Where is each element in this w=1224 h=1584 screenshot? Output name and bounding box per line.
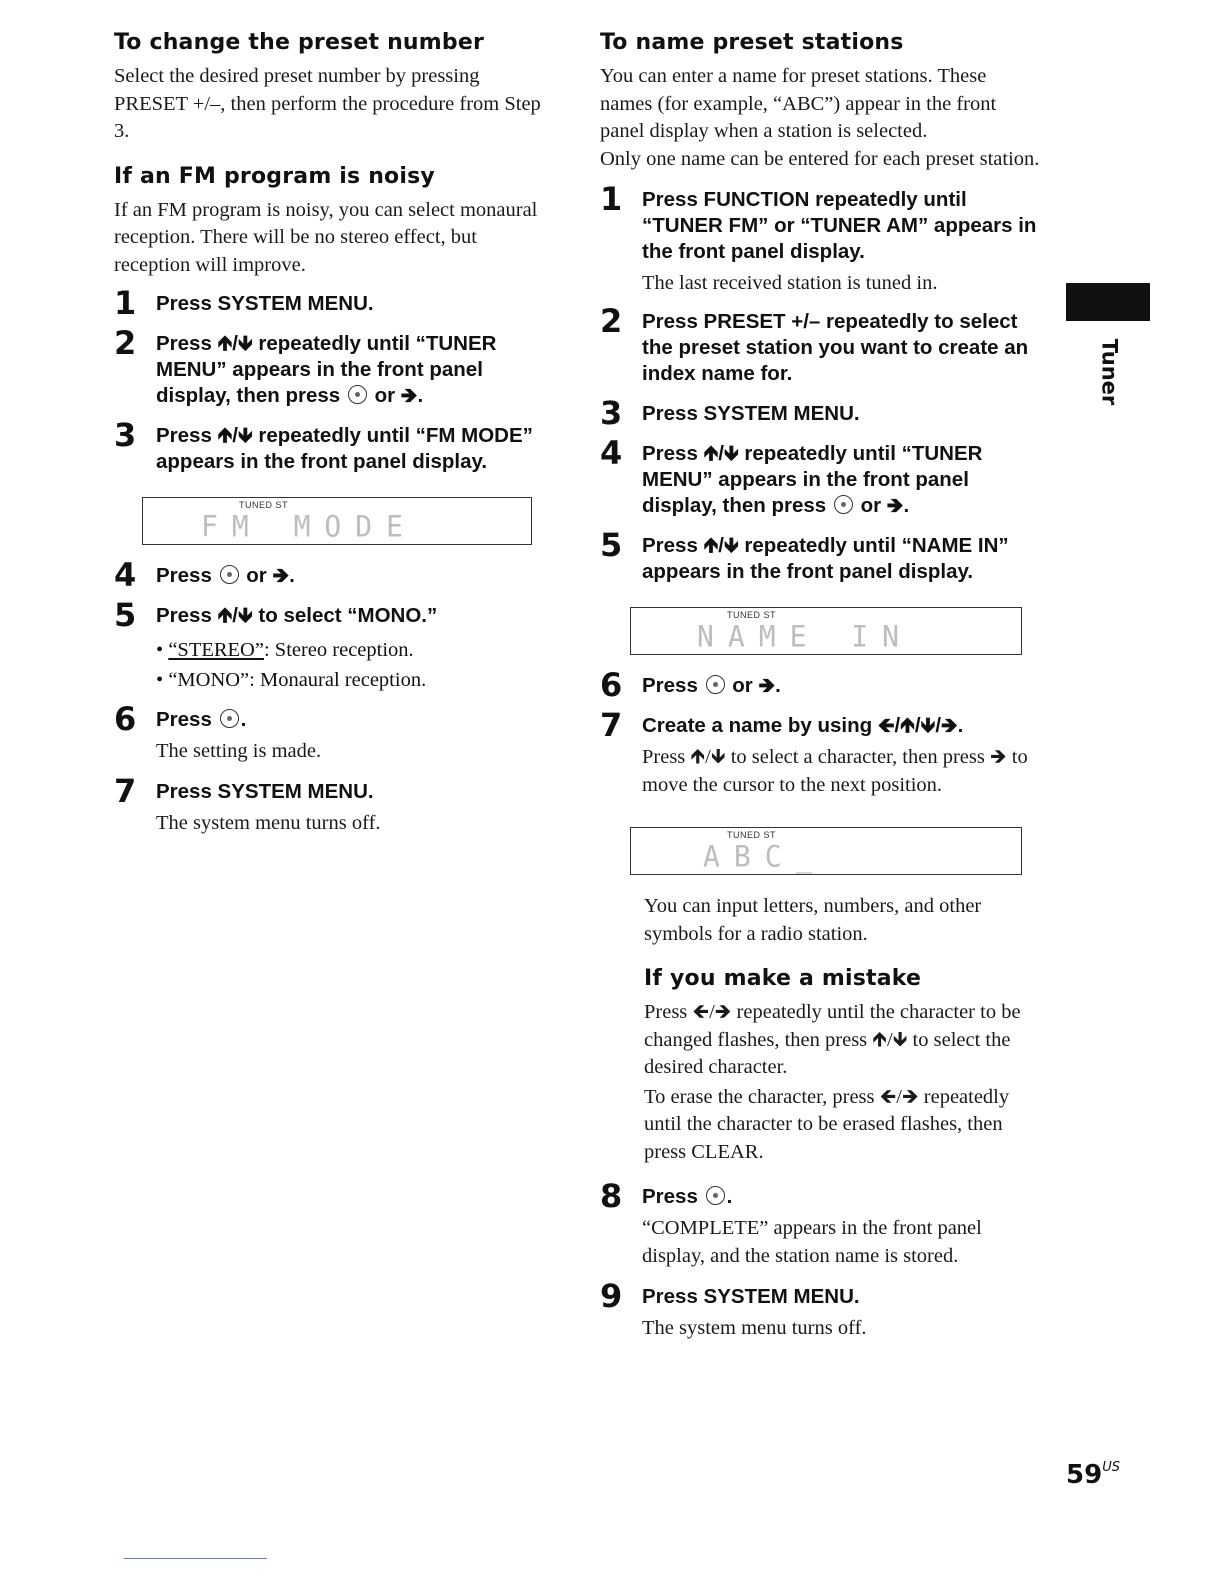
- step-number: 5: [600, 526, 623, 564]
- up-down-arrows-icon: 🡹/🡻: [703, 534, 739, 557]
- step-note: The system menu turns off.: [642, 1317, 867, 1339]
- up-down-arrows-icon: 🡹/🡻: [690, 746, 726, 768]
- front-panel-display-abc: [630, 827, 1022, 875]
- step-number: 3: [114, 416, 137, 454]
- step-instruction: Press SYSTEM MENU.: [642, 402, 860, 425]
- step-number: 3: [600, 394, 623, 432]
- front-panel-display-fm-mode: [142, 497, 532, 545]
- step-instruction: Press 🡹/🡻 repeatedly until “TUNER MENU” appears in the front panel display, then press or 🡺.: [156, 332, 497, 407]
- left-right-arrows-icon: 🡸/🡺: [692, 1001, 732, 1023]
- front-panel-display-name-in: [630, 607, 1022, 655]
- left-step-6: [114, 700, 554, 765]
- name-preset-heading: To name preset stations: [600, 30, 904, 55]
- step-instruction: Press FUNCTION repeatedly until “TUNER FM” or “TUNER AM” appears in the front panel display.: [642, 188, 1037, 263]
- fm-noisy-body: If an FM program is noisy, you can select monaural reception. There will be no stereo effect, but reception will improve.: [114, 198, 538, 276]
- section-tab-marker: [1066, 283, 1150, 321]
- list-item: • “MONO”: Monaural reception.: [156, 669, 427, 691]
- preset-number-body: Select the desired preset number by pressing PRESET +/–, then perform the procedure from Step 3.: [114, 65, 541, 142]
- footer-rule: [124, 1558, 267, 1559]
- step-instruction: Press SYSTEM MENU.: [642, 1285, 860, 1308]
- step-instruction: Press .: [156, 708, 247, 731]
- mistake-body-1: Press 🡸/🡺 repeatedly until the character to be changed flashes, then press 🡹/🡻 to select the desired character.: [644, 1001, 1021, 1078]
- up-down-arrows-icon: 🡹/🡻: [217, 604, 253, 627]
- step-note: The last received station is tuned in.: [642, 272, 938, 294]
- right-arrow-icon: 🡺: [989, 746, 1007, 768]
- step-instruction: Press PRESET +/– repeatedly to select the preset station you want to create an index name for.: [642, 310, 1029, 385]
- display-indicators: TUNED ST: [727, 610, 776, 620]
- left-step-3: [114, 416, 554, 475]
- right-arrow-icon: 🡺: [272, 564, 290, 587]
- display-text: ABC_: [703, 839, 827, 874]
- mistake-heading: If you make a mistake: [644, 966, 922, 991]
- four-way-arrows-icon: 🡸/🡹/🡻/🡺: [877, 714, 958, 737]
- display-indicators: TUNED ST: [239, 500, 288, 510]
- right-step-4: [600, 434, 1040, 519]
- name-preset-body-2: Only one name can be entered for each preset station.: [600, 147, 1040, 170]
- step-number: 2: [114, 324, 137, 362]
- display-text: NAME IN: [697, 619, 914, 654]
- right-step-7: [600, 706, 1040, 799]
- input-note-text: You can input letters, numbers, and other symbols for a radio station.: [644, 895, 982, 945]
- left-step-4: [114, 556, 554, 594]
- display-text: FM MODE: [201, 509, 418, 544]
- enter-button-icon: [220, 709, 239, 728]
- step-instruction: Press or 🡺.: [156, 564, 295, 587]
- step-number: 7: [114, 772, 137, 810]
- step-number: 9: [600, 1277, 623, 1315]
- up-down-arrows-icon: 🡹/🡻: [872, 1028, 908, 1051]
- step-number: 4: [114, 556, 137, 594]
- right-step-6: [600, 666, 1040, 704]
- enter-button-icon: [834, 495, 853, 514]
- step-number: 4: [600, 434, 623, 472]
- left-right-arrows-icon: 🡸/🡺: [879, 1085, 919, 1108]
- step-number: 8: [600, 1177, 623, 1215]
- enter-button-icon: [348, 385, 367, 404]
- left-step-7: [114, 772, 554, 837]
- name-preset-body: You can enter a name for preset stations. These names (for example, “ABC”) appear in the front panel display when a station is selected.: [600, 65, 997, 142]
- up-down-arrows-icon: 🡹/🡻: [703, 442, 739, 465]
- right-step-9: [600, 1277, 1040, 1342]
- mode-options-list: [156, 635, 554, 695]
- step-number: 5: [114, 596, 137, 634]
- right-arrow-icon: 🡺: [886, 494, 904, 517]
- up-down-arrows-icon: 🡹/🡻: [217, 332, 253, 355]
- step-number: 7: [600, 706, 623, 744]
- right-step-3: [600, 394, 1040, 432]
- step-instruction: Press 🡹/🡻 repeatedly until “TUNER MENU” appears in the front panel display, then press or 🡺.: [642, 442, 983, 517]
- step-note: The system menu turns off.: [156, 812, 381, 834]
- step-note: “COMPLETE” appears in the front panel display, and the station name is stored.: [642, 1217, 982, 1267]
- page-number: $59^{US}$: [1066, 1460, 1120, 1490]
- step-instruction: Press SYSTEM MENU.: [156, 292, 374, 315]
- right-step-2: [600, 302, 1040, 387]
- step-instruction: Press SYSTEM MENU.: [156, 780, 374, 803]
- step-number: 1: [600, 180, 623, 218]
- step-instruction: Create a name by using 🡸/🡹/🡻/🡺.: [642, 714, 964, 737]
- input-note: [600, 893, 1040, 1166]
- right-arrow-icon: 🡺: [400, 384, 418, 407]
- left-step-5: [114, 596, 554, 695]
- step-instruction: Press 🡹/🡻 repeatedly until “NAME IN” appears in the front panel display.: [642, 534, 1009, 583]
- fm-noisy-heading: If an FM program is noisy: [114, 163, 435, 189]
- left-step-1: [114, 284, 554, 322]
- step-instruction: Press 🡹/🡻 repeatedly until “FM MODE” appears in the front panel display.: [156, 424, 533, 473]
- preset-number-heading: To change the preset number: [114, 30, 485, 55]
- mistake-body-2: To erase the character, press 🡸/🡺 repeatedly until the character to be erased flashes, then press CLEAR.: [644, 1085, 1010, 1163]
- step-number: 6: [114, 700, 137, 738]
- up-down-arrows-icon: 🡹/🡻: [217, 424, 253, 447]
- step-instruction: Press .: [642, 1185, 733, 1208]
- step-note: Press 🡹/🡻 to select a character, then press 🡺 to move the cursor to the next position.: [642, 746, 1028, 796]
- right-step-8: [600, 1177, 1040, 1270]
- display-indicators: TUNED ST: [727, 830, 776, 840]
- step-instruction: Press 🡹/🡻 to select “MONO.”: [156, 604, 438, 627]
- right-arrow-icon: 🡺: [758, 674, 776, 697]
- step-number: 6: [600, 666, 623, 704]
- left-column: [114, 30, 554, 837]
- right-step-5: [600, 526, 1040, 585]
- enter-button-icon: [706, 1186, 725, 1205]
- enter-button-icon: [220, 565, 239, 584]
- step-note: The setting is made.: [156, 740, 322, 762]
- step-instruction: Press or 🡺.: [642, 674, 781, 697]
- left-step-2: [114, 324, 554, 409]
- right-step-1: [600, 180, 1040, 297]
- section-tab-label: Tuner: [1097, 338, 1122, 406]
- right-column: [600, 30, 1040, 1342]
- step-number: 1: [114, 284, 137, 322]
- list-item: • “STEREO”: Stereo reception.: [156, 639, 414, 661]
- step-number: 2: [600, 302, 623, 340]
- enter-button-icon: [706, 675, 725, 694]
